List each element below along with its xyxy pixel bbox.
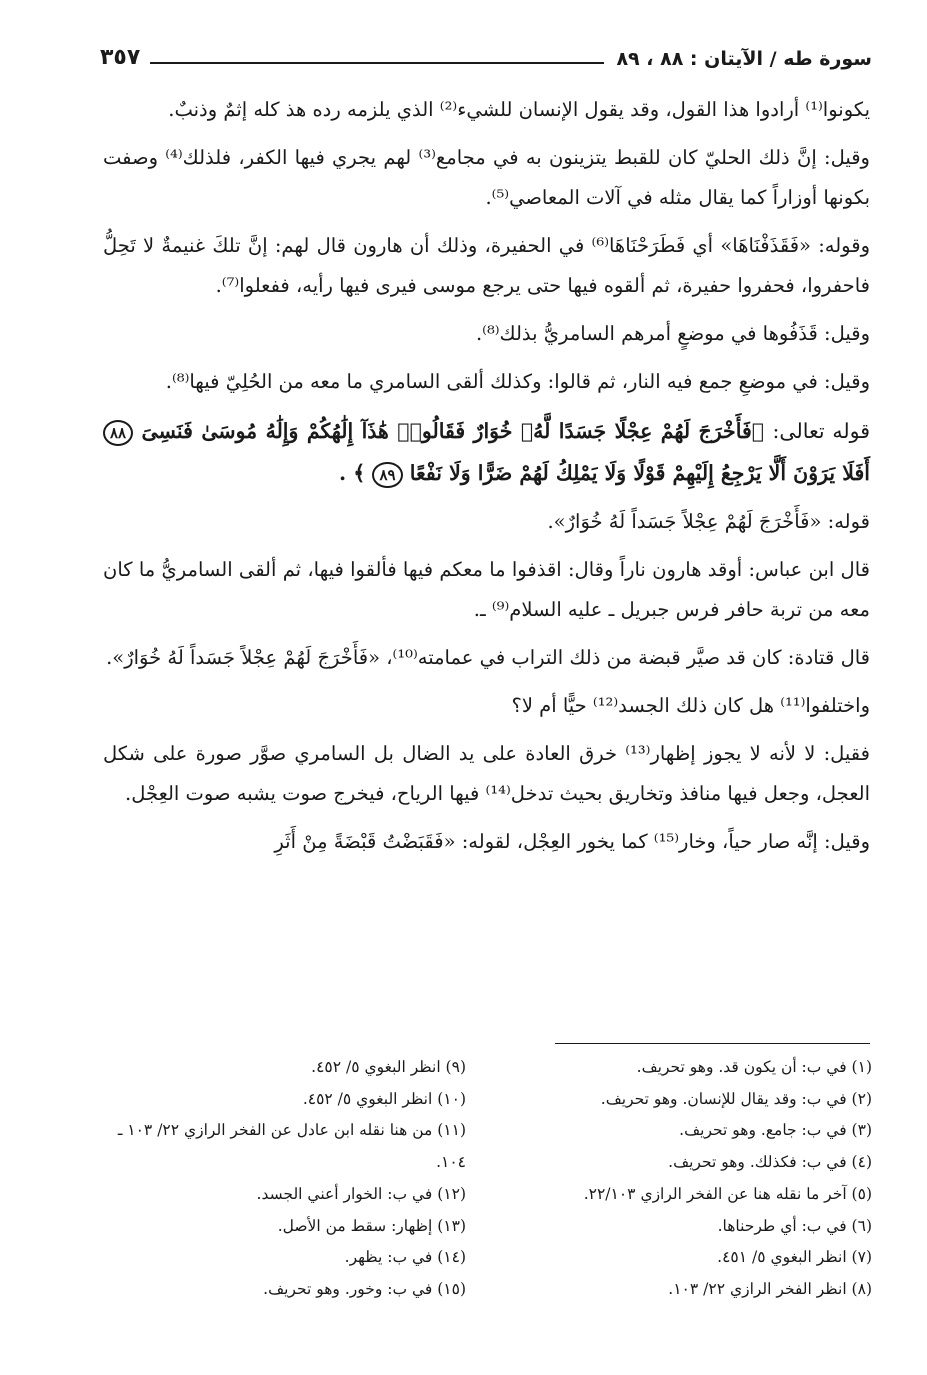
footnote: (٢) في ب: وقد يقال للإنسان. وهو تحريف. [600,1089,872,1108]
footnote: (٧) انظر البغوي ٥/ ٤٥١. [717,1248,872,1267]
paragraph: واختلفوا⁽¹¹⁾ هل كان ذلك الجسد⁽¹²⁾ حيًّا أم لا؟ [511,694,870,717]
footnotes-left-column [100,1052,466,1306]
page-number: ٣٥٧ [100,45,141,70]
quran-verse-89: أَفَلَا يَرَوْنَ أَلَّا يَرْجِعُ إِلَيْهِمْ قَوْلًا وَلَا يَمْلِكُ لَهُمْ ضَرًّا وَلَا نَفْعًا [409,461,870,485]
main-text [103,90,870,870]
footnote: (٨) انظر الفخر الرازي ٢٢/ ١٠٣. [668,1279,872,1298]
footnote: (١٢) في ب: الخوار أعني الجسد. [256,1184,466,1203]
header-rule [150,62,604,64]
ayah-number-88: ٨٨ [103,420,133,446]
quran-closing: ﴾ . [339,461,366,485]
footnote: (١٤) في ب: يظهر. [344,1248,466,1267]
paragraph: قال ابن عباس: أوقد هارون ناراً وقال: اقذفوا ما معكم فيها فألقوا فيها، ثم ألقى السامريُّ ما كان معه من تربة حافر فرس جبريل ـ عليه السلام⁽⁹⁾ ـ. [103,558,870,621]
paragraph: وقيل: إنَّه صار حياً، وخار⁽¹⁵⁾ كما يخور العِجْل، لقوله: «فَقَبَضْتُ قَبْضَةً مِنْ أَثَرِ [274,830,870,853]
footnote: (٩) انظر البغوي ٥/ ٤٥٢. [311,1058,466,1076]
paragraph: وقيل: إنَّ ذلك الحليّ كان للقبط يتزينون به في مجامع⁽³⁾ لهم يجري فيها الكفر، فلذلك⁽⁴⁾ وصفت بكونها أوزاراً كما يقال مثله في آلات المعاصي⁽⁵⁾. [103,146,870,209]
footnote-separator [555,1043,870,1044]
footnote: (٣) في ب: جامع. وهو تحريف. [679,1121,872,1140]
paragraph: فقيل: لا لأنه لا يجوز إظهار⁽¹³⁾ خرق العادة على يد الضال بل السامري صوَّر صورة على شكل العجل، وجعل فيها منافذ وتخاريق بحيث تدخل⁽¹⁴⁾ فيها الرياح، فيخرج صوت يشبه صوت العِجْل. [103,742,870,805]
footnotes-right-column [506,1052,872,1306]
paragraph: وقيل: قَذَفُوها في موضعٍ أمرهم السامريُّ بذلك⁽⁸⁾. [475,322,870,345]
footnotes [100,1052,872,1306]
paragraph: يكونوا⁽¹⁾ أرادوا هذا القول، وقد يقول الإنسان للشيء⁽²⁾ الذي يلزمه رده هذ كله إثمٌ وذنبٌ. [168,98,870,121]
quran-intro: قوله تعالى: [772,419,870,443]
footnote: (١٥) في ب: وخور. وهو تحريف. [263,1279,466,1298]
paragraph: وقيل: في موضعِ جمع فيه النار، ثم قالوا: وكذلك ألقى السامري ما معه من الحُلِيّ فيها⁽⁸⁾. [165,370,870,393]
footnote: (١) في ب: أن يكون قد. وهو تحريف. [636,1058,872,1076]
quran-verse-88: ﴿فَأَخْرَجَ لَهُمْ عِجْلًا جَسَدًا لَّهُۥ خُوَارٌ فَقَالُوا۟ هَٰذَآ إِلَٰهُكُمْ وَإِلَٰهُ مُوسَىٰ فَنَسِىَ [141,419,765,443]
quran-verse-block [103,410,870,494]
paragraph: قال قتادة: كان قد صيَّر قبضة من ذلك التراب في عمامته⁽¹⁰⁾، «فَأَخْرَجَ لَهُمْ عِجْلاً جَسَداً لَهُ خُوَارٌ». [106,646,870,669]
footnote: (١٣) إظهار: سقط من الأصل. [277,1216,466,1235]
page-header [100,30,872,70]
paragraph: قوله: «فَأَخْرَجَ لَهُمْ عِجْلاً جَسَداً لَهُ خُوَارٌ». [547,510,870,533]
paragraph: وقوله: «فَقَذَفْنَاهَا» أي فَطَرَحْنَاهَا⁽⁶⁾ في الحفيرة، وذلك أن هارون قال لهم: إنَّ تلكَ غنيمةٌ لا تَحِلُّ فاحفروا، فحفروا حفيرة، ثم ألقوه فيها حتى يرجع موسى فيرى فيها رأيه، ففعلوا⁽⁷⁾. [103,234,870,297]
footnote: (١٠) انظر البغوي ٥/ ٤٥٢. [302,1089,466,1108]
footnote: (٥) آخر ما نقله هنا عن الفخر الرازي ٢٢/١٠٣. [583,1184,872,1203]
running-head: سورة طه / الآيتان : ٨٨ ، ٨٩ [616,48,872,70]
footnote: (٤) في ب: فكذلك. وهو تحريف. [668,1153,872,1172]
footnote: (٦) في ب: أي طرحناها. [717,1216,872,1235]
ayah-number-89: ٨٩ [372,462,402,488]
footnote: (١١) من هنا نقله ابن عادل عن الفخر الرازي ٢٢/ ١٠٣ ـ ١٠٤. [117,1121,466,1172]
